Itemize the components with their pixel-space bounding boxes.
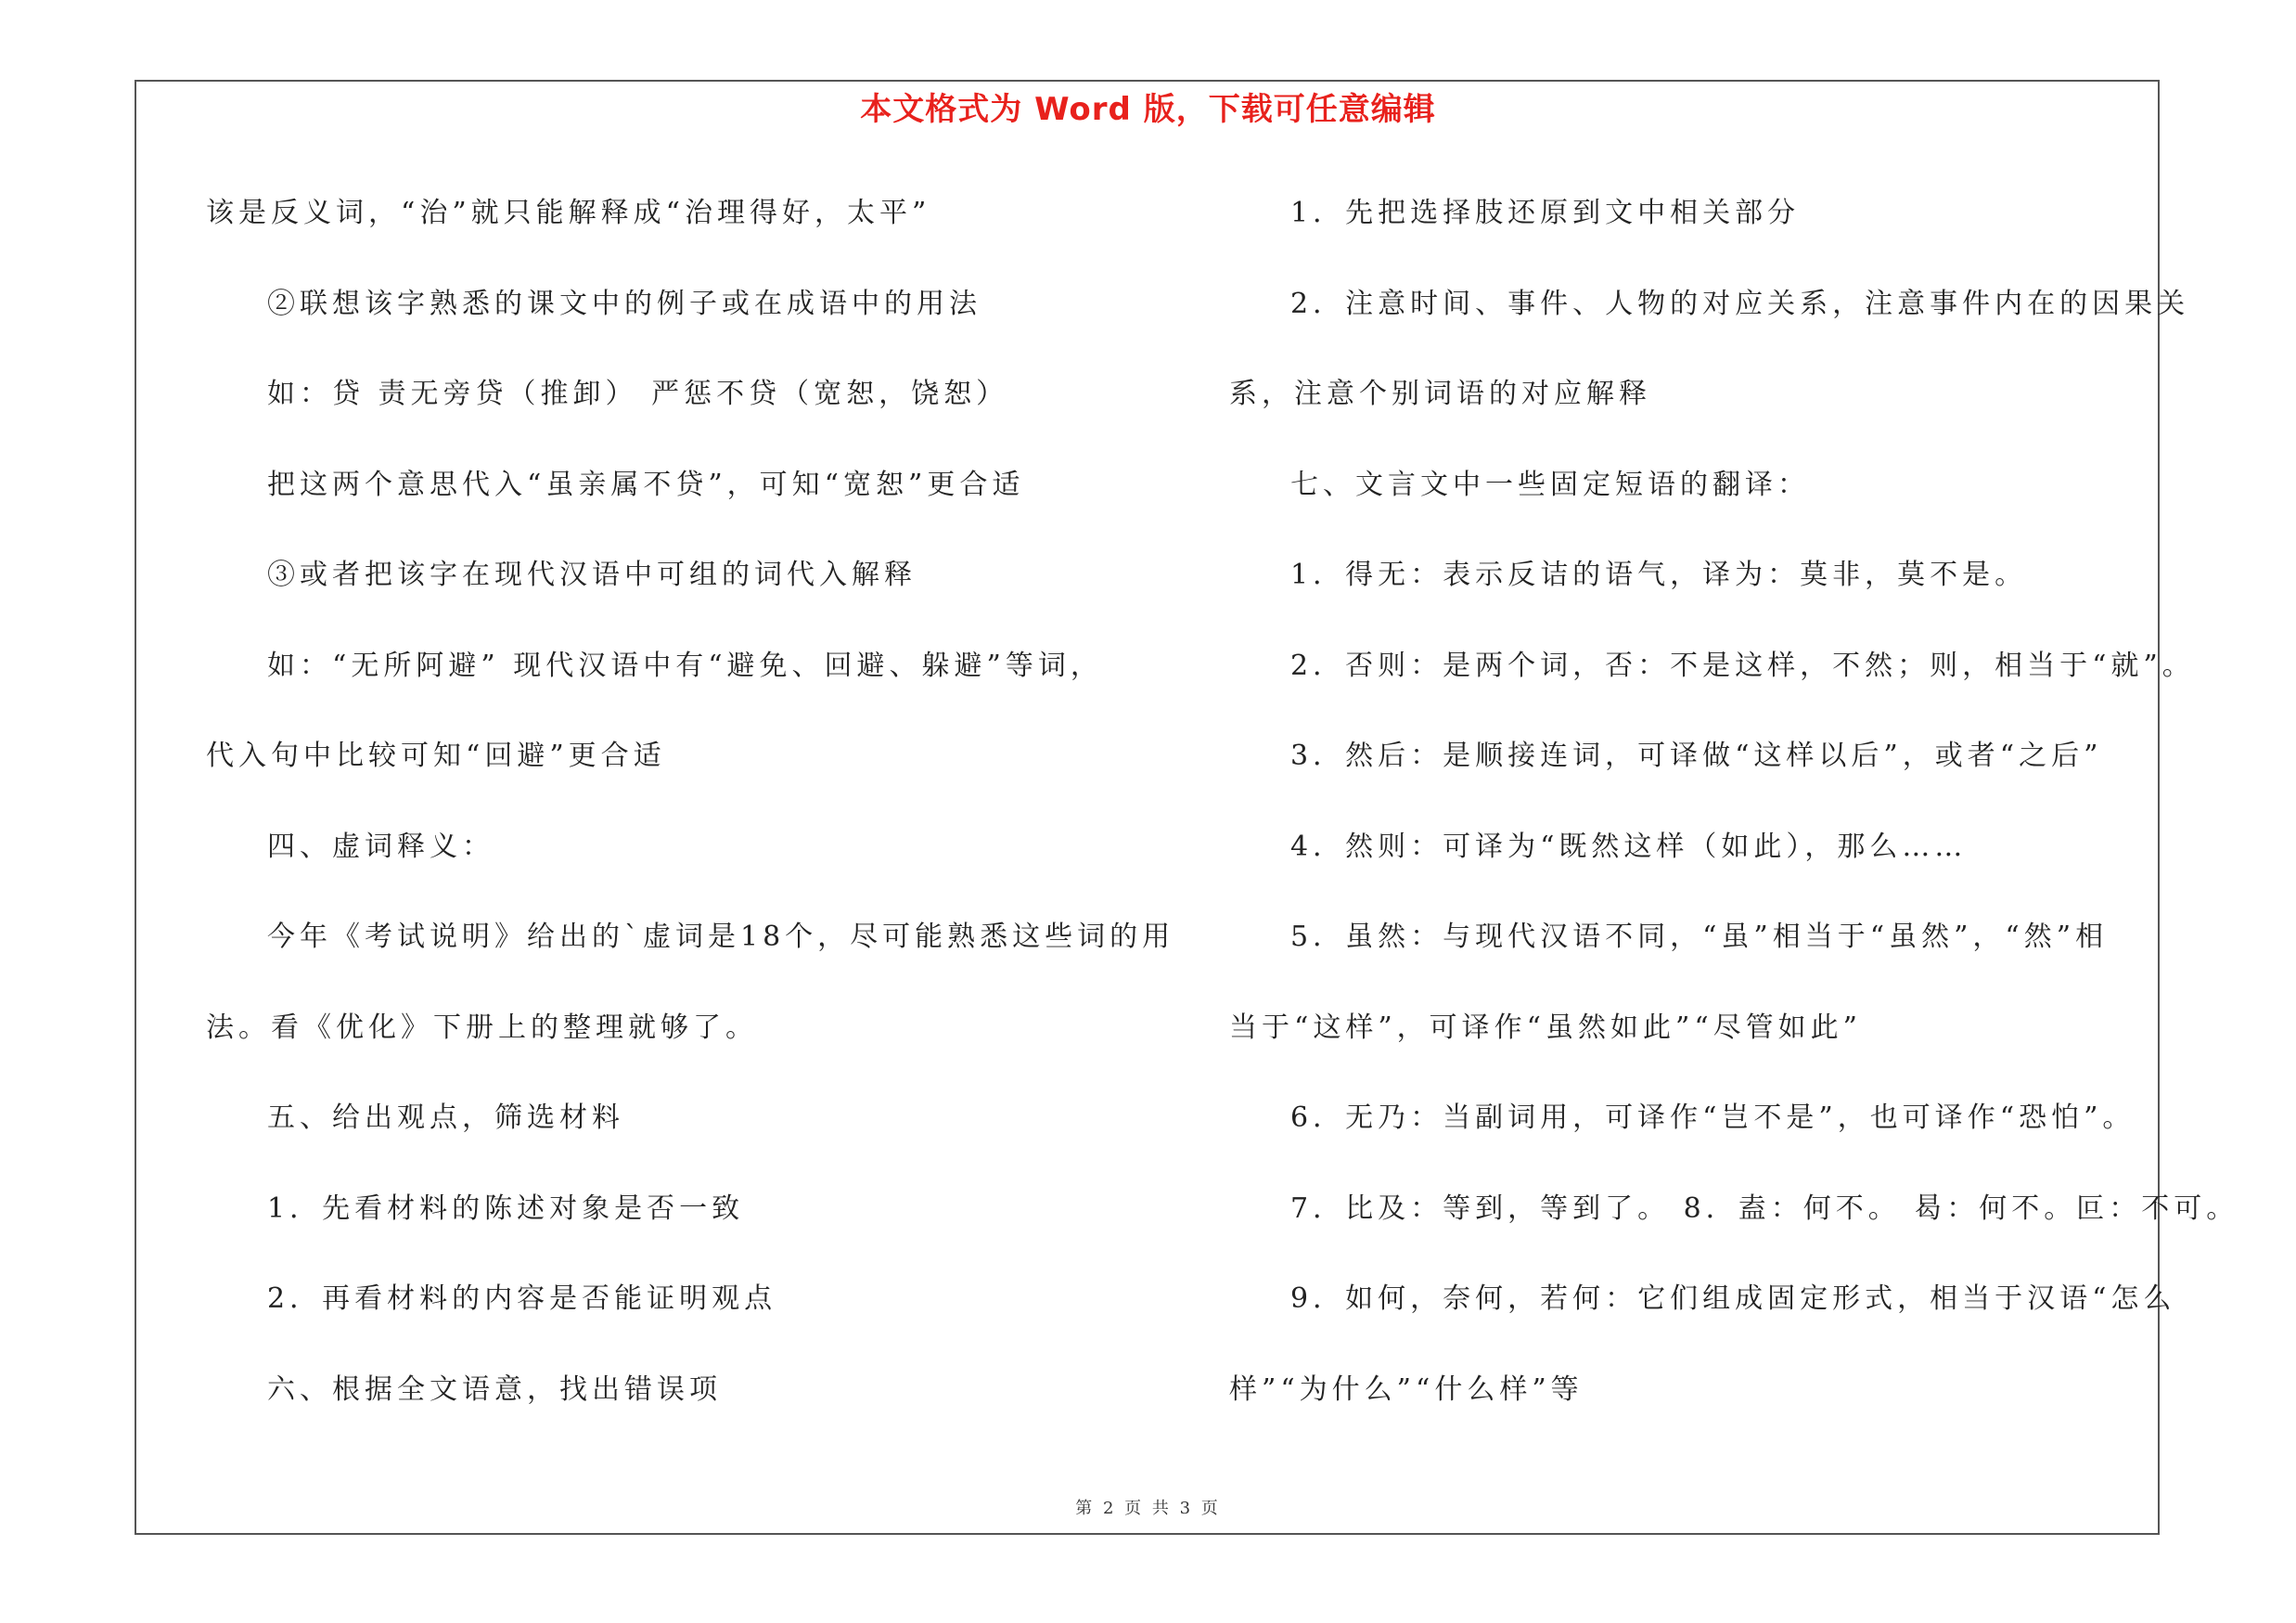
text-line: 系，注意个别词语的对应解释 — [1229, 378, 1651, 410]
text-line: 该是反义词，“治”就只能解释成“治理得好，太平” — [206, 197, 931, 229]
list-item: 1．先把选择肢还原到文中相关部分 — [1290, 197, 1801, 229]
list-item: 1．得无：表示反诘的语气，译为：莫非，莫不是。 — [1290, 559, 2028, 591]
section-heading: 六、根据全文语意，找出错误项 — [267, 1372, 722, 1406]
list-item: 1．先看材料的陈述对象是否一致 — [267, 1191, 745, 1225]
list-item: 4．然则：可译为“既然这样（如此），那么…… — [1290, 830, 1968, 863]
text-line: ③或者把该字在现代汉语中可组的词代入解释 — [267, 559, 917, 591]
text-line: 当于“这样”，可译作“虽然如此”“尽管如此” — [1229, 1011, 1863, 1044]
text-line: 把这两个意思代入“虽亲属不贷”，可知“宽恕”更合适 — [267, 468, 1025, 501]
list-item: 9．如何，奈何，若何：它们组成固定形式，相当于汉语“怎么 — [1290, 1282, 2176, 1315]
left-column — [206, 186, 1175, 1452]
text-line: 如：贷 责无旁贷（推卸） 严惩不贷（宽恕，饶恕） — [267, 378, 1009, 410]
section-heading: 七、文言文中一些固定短语的翻译： — [1290, 468, 1810, 501]
page-number-footer: 第 2 页 共 3 页 — [1075, 1499, 1221, 1518]
text-line: 法。看《优化》下册上的整理就够了。 — [206, 1011, 758, 1044]
text-line: ②联想该字熟悉的课文中的例子或在成语中的用法 — [267, 287, 981, 320]
list-item: 5．虽然：与现代汉语不同，“虽”相当于“虽然”，“然”相 — [1290, 921, 2109, 953]
list-item: 3．然后：是顺接连词，可译做“这样以后”，或者“之后” — [1290, 740, 2103, 772]
text-line: 如：“无所阿避” 现代汉语中有“避免、回避、躲避”等词， — [267, 649, 1103, 682]
right-column — [1229, 186, 2239, 1452]
list-item: 2．否则：是两个词，否：不是这样，不然；则，相当于“就”。 — [1290, 649, 2195, 682]
list-item: 2．再看材料的内容是否能证明观点 — [267, 1282, 777, 1315]
section-heading: 五、给出观点，筛选材料 — [267, 1101, 624, 1134]
text-line: 样”“为什么”“什么样”等 — [1229, 1372, 1584, 1406]
section-heading: 四、虚词释义： — [267, 830, 494, 863]
text-line: 今年《考试说明》给出的`虚词是18个，尽可能熟悉这些词的用 — [267, 921, 1175, 953]
list-item: 7．比及：等到，等到了。 8．盍：何不。 曷：何不。叵：不可。 — [1290, 1191, 2239, 1225]
list-item: 6．无乃：当副词用，可译作“岂不是”，也可译作“恐怕”。 — [1290, 1101, 2136, 1134]
word-format-banner: 本文格式为 Word 版，下载可任意编辑 — [860, 91, 1436, 128]
list-item: 2．注意时间、事件、人物的对应关系，注意事件内在的因果关 — [1290, 287, 2190, 320]
text-line: 代入句中比较可知“回避”更合适 — [206, 740, 666, 772]
